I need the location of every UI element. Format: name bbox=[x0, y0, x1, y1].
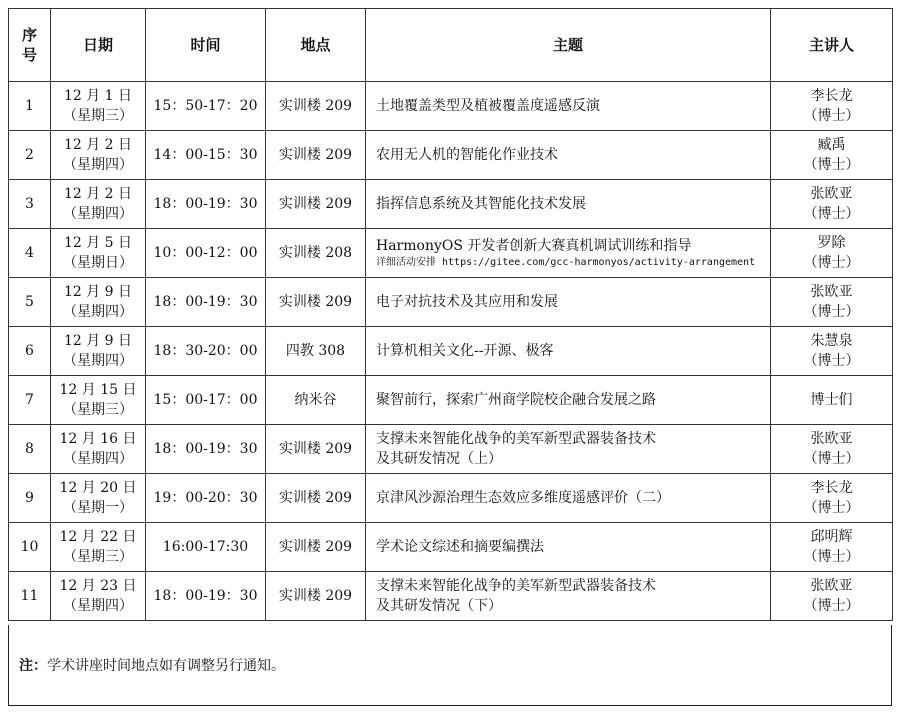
row-speaker bbox=[771, 229, 893, 278]
topic-line: 计算机相关文化--开源、极客 bbox=[376, 343, 554, 359]
header-speaker: 主讲人 bbox=[771, 9, 893, 82]
row-speaker bbox=[771, 180, 893, 229]
row-speaker bbox=[771, 278, 893, 327]
row-speaker bbox=[771, 474, 893, 523]
row-place: 实训楼 209 bbox=[266, 278, 366, 327]
row-number: 1 bbox=[9, 82, 51, 131]
row-topic bbox=[366, 180, 771, 229]
row-time: 14：00-15：30 bbox=[146, 131, 266, 180]
speaker-name: 李长龙 bbox=[810, 480, 853, 496]
header-place: 地点 bbox=[266, 9, 366, 82]
row-number: 10 bbox=[9, 523, 51, 572]
speaker-name: 朱慧泉 bbox=[810, 333, 853, 349]
topic-line: 农用无人机的智能化作业技术 bbox=[376, 147, 558, 163]
topic-line: 电子对抗技术及其应用和发展 bbox=[376, 294, 558, 310]
row-topic bbox=[366, 376, 771, 425]
row-date bbox=[51, 523, 146, 572]
row-place: 实训楼 208 bbox=[266, 229, 366, 278]
row-number: 9 bbox=[9, 474, 51, 523]
date-text: 12 月 2 日 bbox=[63, 137, 133, 153]
table-row bbox=[9, 572, 893, 621]
row-speaker bbox=[771, 572, 893, 621]
topic-line: 指挥信息系统及其智能化技术发展 bbox=[376, 196, 586, 212]
row-date bbox=[51, 229, 146, 278]
row-topic bbox=[366, 474, 771, 523]
speaker-name: 李长龙 bbox=[810, 88, 853, 104]
weekday-text: （星期四） bbox=[63, 353, 133, 369]
header-time: 时间 bbox=[146, 9, 266, 82]
row-time: 19：00-20：30 bbox=[146, 474, 266, 523]
speaker-title: （博士） bbox=[803, 206, 860, 222]
row-place: 实训楼 209 bbox=[266, 82, 366, 131]
row-topic bbox=[366, 327, 771, 376]
row-place: 实训楼 209 bbox=[266, 474, 366, 523]
row-topic bbox=[366, 131, 771, 180]
weekday-text: （星期日） bbox=[63, 255, 133, 271]
table-header-row bbox=[9, 9, 893, 82]
row-time: 15：50-17：20 bbox=[146, 82, 266, 131]
date-text: 12 月 9 日 bbox=[63, 284, 133, 300]
date-text: 12 月 1 日 bbox=[63, 88, 133, 104]
note-text: 学术讲座时间地点如有调整另行通知。 bbox=[47, 658, 285, 674]
row-topic bbox=[366, 278, 771, 327]
header-seq: 序 号 bbox=[9, 9, 51, 82]
row-time: 18：00-19：30 bbox=[146, 425, 266, 474]
row-place: 实训楼 209 bbox=[266, 131, 366, 180]
speaker-title: （博士） bbox=[803, 598, 860, 614]
weekday-text: （星期四） bbox=[63, 206, 133, 222]
speaker-title: （博士） bbox=[803, 500, 860, 516]
row-date bbox=[51, 82, 146, 131]
weekday-text: （星期四） bbox=[63, 451, 133, 467]
weekday-text: （星期四） bbox=[63, 304, 133, 320]
speaker-title: （博士） bbox=[803, 549, 860, 565]
row-number: 7 bbox=[9, 376, 51, 425]
table-row bbox=[9, 523, 893, 572]
row-speaker bbox=[771, 425, 893, 474]
table-row bbox=[9, 131, 893, 180]
row-topic bbox=[366, 82, 771, 131]
row-date bbox=[51, 131, 146, 180]
weekday-text: （星期四） bbox=[63, 157, 133, 173]
row-speaker bbox=[771, 327, 893, 376]
row-number: 11 bbox=[9, 572, 51, 621]
footnote bbox=[8, 625, 892, 706]
date-text: 12 月 23 日 bbox=[59, 578, 137, 594]
row-date bbox=[51, 278, 146, 327]
topic-line: 学术论文综述和摘要编撰法 bbox=[376, 539, 544, 555]
table-row bbox=[9, 82, 893, 131]
speaker-name: 张欧亚 bbox=[810, 186, 853, 202]
speaker-title: （博士） bbox=[803, 304, 860, 320]
table-row bbox=[9, 425, 893, 474]
row-topic bbox=[366, 229, 771, 278]
topic-line: 土地覆盖类型及植被覆盖度遥感反演 bbox=[376, 98, 600, 114]
topic-line: 及其研发情况（上） bbox=[376, 451, 502, 467]
topic-line: 聚智前行，探索广州商学院校企融合发展之路 bbox=[376, 392, 656, 408]
row-place: 实训楼 209 bbox=[266, 572, 366, 621]
row-date bbox=[51, 425, 146, 474]
row-time: 10：00-12：00 bbox=[146, 229, 266, 278]
date-text: 12 月 9 日 bbox=[63, 333, 133, 349]
speaker-name: 博士们 bbox=[810, 392, 853, 408]
row-date bbox=[51, 327, 146, 376]
row-date bbox=[51, 572, 146, 621]
speaker-name: 罗除 bbox=[817, 235, 846, 251]
row-speaker bbox=[771, 376, 893, 425]
row-number: 2 bbox=[9, 131, 51, 180]
date-text: 12 月 22 日 bbox=[59, 529, 137, 545]
speaker-name: 臧禹 bbox=[817, 137, 846, 153]
row-speaker bbox=[771, 523, 893, 572]
note-label: 注： bbox=[19, 658, 47, 674]
speaker-title: （博士） bbox=[803, 451, 860, 467]
row-time: 18：00-19：30 bbox=[146, 278, 266, 327]
speaker-name: 张欧亚 bbox=[810, 284, 853, 300]
date-text: 12 月 15 日 bbox=[59, 382, 137, 398]
weekday-text: （星期四） bbox=[63, 598, 133, 614]
table-row bbox=[9, 180, 893, 229]
speaker-title: （博士） bbox=[803, 353, 860, 369]
header-topic: 主题 bbox=[366, 9, 771, 82]
row-time: 18：00-19：30 bbox=[146, 180, 266, 229]
row-date bbox=[51, 474, 146, 523]
row-number: 5 bbox=[9, 278, 51, 327]
row-place: 实训楼 209 bbox=[266, 425, 366, 474]
row-place: 纳米谷 bbox=[266, 376, 366, 425]
table-row bbox=[9, 327, 893, 376]
table-row bbox=[9, 278, 893, 327]
date-text: 12 月 16 日 bbox=[59, 431, 137, 447]
row-place: 实训楼 209 bbox=[266, 180, 366, 229]
row-time: 15：00-17：00 bbox=[146, 376, 266, 425]
header-date: 日期 bbox=[51, 9, 146, 82]
topic-detail-link[interactable]: 详细活动安排 https://gitee.com/gcc-harmonyos/activity-arrangement bbox=[376, 257, 756, 268]
speaker-name: 张欧亚 bbox=[810, 431, 853, 447]
row-topic bbox=[366, 572, 771, 621]
row-speaker bbox=[771, 82, 893, 131]
row-number: 6 bbox=[9, 327, 51, 376]
row-place: 实训楼 209 bbox=[266, 523, 366, 572]
row-number: 8 bbox=[9, 425, 51, 474]
row-number: 3 bbox=[9, 180, 51, 229]
row-place: 四教 308 bbox=[266, 327, 366, 376]
topic-line: 京津风沙源治理生态效应多维度遥感评价（二） bbox=[376, 490, 670, 506]
row-time: 16:00-17:30 bbox=[146, 523, 266, 572]
table-row bbox=[9, 376, 893, 425]
row-time: 18：00-19：30 bbox=[146, 572, 266, 621]
topic-line: 及其研发情况（下） bbox=[376, 598, 502, 614]
row-topic bbox=[366, 523, 771, 572]
table-row bbox=[9, 474, 893, 523]
weekday-text: （星期一） bbox=[63, 500, 133, 516]
speaker-title: （博士） bbox=[803, 255, 860, 271]
speaker-name: 邱明辉 bbox=[810, 529, 853, 545]
row-topic bbox=[366, 425, 771, 474]
speaker-title: （博士） bbox=[803, 157, 860, 173]
date-text: 12 月 20 日 bbox=[59, 480, 137, 496]
date-text: 12 月 5 日 bbox=[63, 235, 133, 251]
topic-line: HarmonyOS 开发者创新大赛真机调试训练和指导 bbox=[376, 238, 692, 254]
weekday-text: （星期三） bbox=[63, 549, 133, 565]
table-row bbox=[9, 229, 893, 278]
topic-line: 支撑未来智能化战争的美军新型武器装备技术 bbox=[376, 431, 656, 447]
weekday-text: （星期三） bbox=[63, 402, 133, 418]
weekday-text: （星期三） bbox=[63, 108, 133, 124]
row-date bbox=[51, 376, 146, 425]
date-text: 12 月 2 日 bbox=[63, 186, 133, 202]
row-time: 18：30-20：00 bbox=[146, 327, 266, 376]
row-speaker bbox=[771, 131, 893, 180]
speaker-title: （博士） bbox=[803, 108, 860, 124]
lecture-schedule-table bbox=[8, 8, 893, 621]
topic-line: 支撑未来智能化战争的美军新型武器装备技术 bbox=[376, 578, 656, 594]
row-date bbox=[51, 180, 146, 229]
row-number: 4 bbox=[9, 229, 51, 278]
speaker-name: 张欧亚 bbox=[810, 578, 853, 594]
